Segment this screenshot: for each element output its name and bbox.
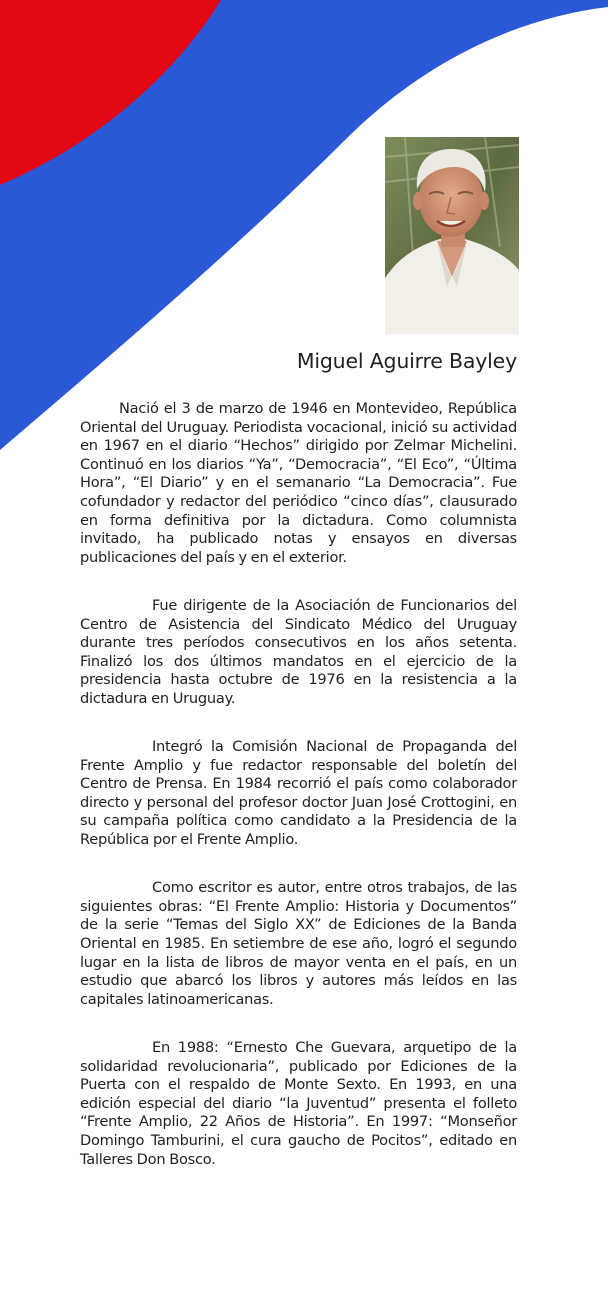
bio-paragraph-publications: En 1988: “Ernesto Che Guevara, arquetipo de la solidaridad revolucionaria”, publicado por Ediciones de la Puerta con el respaldo de Monte Sexto. En 1993, en una edición especial del diario “la Juventud” presenta el folleto “Frente Amplio, 22 Años de Historia”. En 1997: “Monseñor Domingo Tamburini, el cura gaucho de Pocitos”, editado en Talleres Don Bosco.: [80, 1039, 517, 1168]
bio-paragraph-works: Como escritor es autor, entre otros trabajos, de las siguientes obras: “El Frente Amplio: Historia y Documentos” de la serie “Temas del Siglo XX” de Ediciones de la Banda Oriental en 1985. En setiembre de ese año, logró el segundo lugar en la lista de libros de mayor venta en el país, en un estudio que abarcó los libros y autores más leídos en las capitales latinoamericanas.: [80, 879, 517, 1008]
bio-paragraph-union: Fue dirigente de la Asociación de Funcionarios del Centro de Asistencia del Sindicato Médico del Uruguay durante tres períodos consecutivos en los años setenta. Finalizó los dos últimos mandatos en el ejercicio de la presidencia hasta octubre de 1976 en la resistencia a la dictadura en Uruguay.: [80, 596, 517, 707]
bio-paragraph-birth: Nació el 3 de marzo de 1946 en Montevideo, República Oriental del Uruguay. Periodista vocacional, inició su actividad en 1967 en el diario “Hechos” dirigido por Zelmar Michelini. Continuó en los diarios “Ya”, “Democracia”, “El Eco”, “Última Hora”, “El Diario” y en el semanario “La Democracia”. Fue cofundador y redactor del periódico “cinco días”, clausurado en forma definitiva por la dictadura. Como columnista invitado, ha publicado notas y ensayos en diversas publicaciones del país y en el exterior.: [80, 400, 517, 566]
biography: [80, 400, 517, 1199]
bio-paragraph-frente-amplio: Integró la Comisión Nacional de Propaganda del Frente Amplio y fue redactor responsable del boletín del Centro de Prensa. En 1984 recorrió el país como colaborador directo y personal del profesor doctor Juan José Crottogini, en su campaña política como candidato a la Presidencia de la República por el Frente Amplio.: [80, 738, 517, 849]
person-name: Miguel Aguirre Bayley: [296, 349, 517, 373]
portrait-photo: [385, 137, 519, 334]
